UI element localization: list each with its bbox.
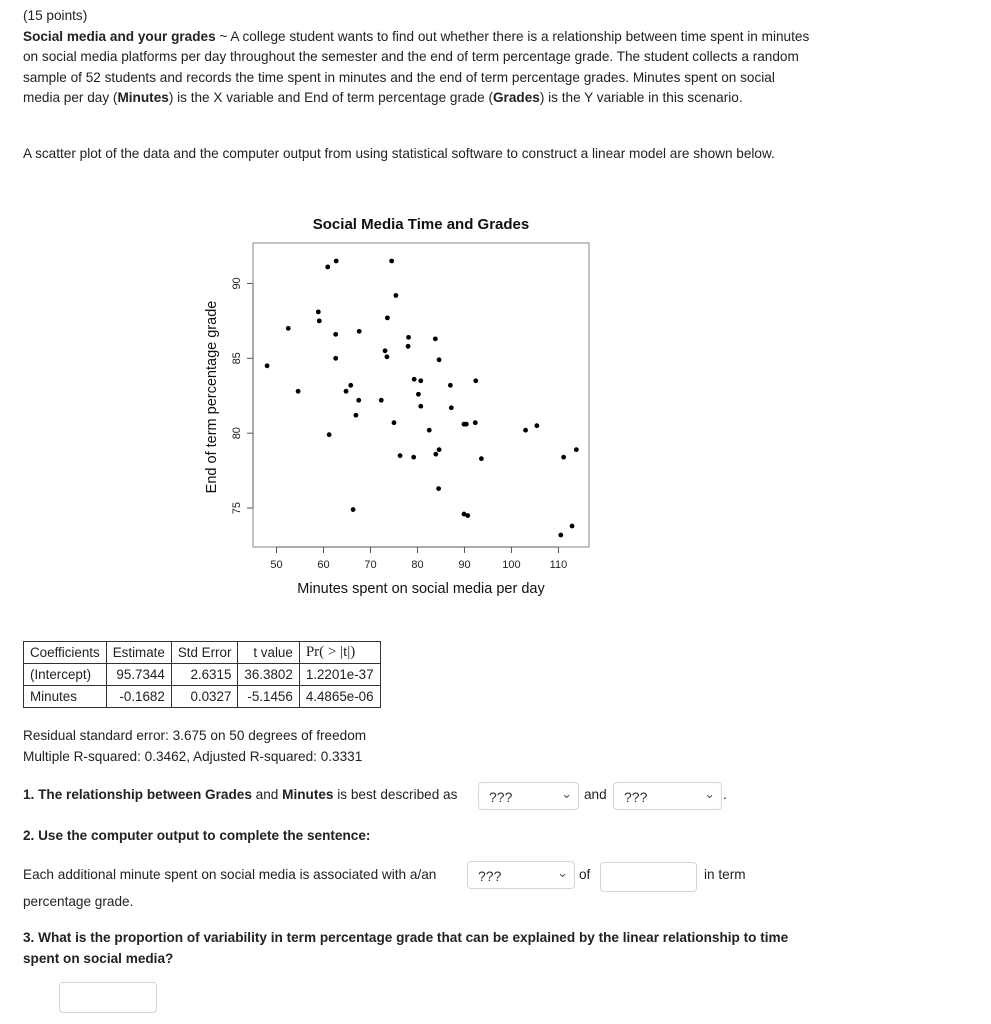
points-label: (15 points) [23, 8, 88, 23]
data-point [561, 455, 566, 460]
data-point [265, 363, 270, 368]
data-point [392, 420, 397, 425]
q1-period: . [723, 787, 727, 802]
y-tick-label: 80 [231, 427, 243, 440]
coefficients-table [23, 641, 381, 708]
data-point [389, 259, 394, 264]
data-point [437, 447, 442, 452]
data-point [344, 389, 349, 394]
plot-frame [253, 243, 589, 547]
title-separator: ~ [215, 28, 231, 44]
data-point [479, 456, 484, 461]
data-point [327, 432, 332, 437]
data-point [354, 413, 359, 418]
x-tick-label: 80 [411, 559, 424, 571]
problem-title: Social media and your grades [23, 28, 216, 44]
data-point [411, 455, 416, 460]
data-point [406, 335, 411, 340]
data-point [427, 428, 432, 433]
y-tick-label: 85 [231, 352, 243, 365]
x-tick-label: 100 [502, 559, 521, 571]
table-cell: 1.2201e-37 [299, 664, 380, 686]
intro-text-2: ) is the X variable and End of term percentage grade ( [168, 90, 493, 105]
data-point [406, 344, 411, 349]
table-cell: 0.0327 [171, 686, 238, 708]
data-point [393, 293, 398, 298]
data-point [317, 318, 322, 323]
change-direction-select[interactable] [467, 861, 575, 889]
table-cell: -5.1456 [238, 686, 299, 708]
y-tick-label: 90 [231, 277, 243, 290]
data-point [437, 357, 442, 362]
data-point [558, 533, 563, 538]
data-point [385, 315, 390, 320]
data-point [296, 389, 301, 394]
table-header: Std Error [171, 642, 238, 664]
residual-se: Residual standard error: 3.675 on 50 degrees of freedom [23, 728, 367, 743]
x-tick-label: 50 [270, 559, 283, 571]
y-tick-label: 75 [231, 501, 243, 515]
data-point [465, 513, 470, 518]
question-1 [23, 787, 457, 802]
x-tick-label: 70 [364, 559, 377, 571]
table-cell: 2.6315 [171, 664, 238, 686]
data-point [448, 383, 453, 388]
data-point [351, 507, 356, 512]
q2-of: of [579, 867, 591, 882]
model-summary [23, 726, 813, 767]
chart-title: Social Media Time and Grades [312, 216, 530, 233]
table-cell: -0.1682 [106, 686, 171, 708]
q2-sentence: Each additional minute spent on social media is associated with a/an [23, 867, 437, 882]
data-point [473, 378, 478, 383]
question-2: 2. Use the computer output to complete the sentence: [23, 828, 371, 843]
data-point [418, 404, 423, 409]
data-point [436, 486, 441, 491]
var-x: Minutes [117, 90, 169, 105]
relationship-strength-select[interactable] [613, 782, 722, 810]
question-3: 3. What is the proportion of variability in term percentage grade that can be explained by the linear relationship to time spent on social media? [23, 930, 789, 966]
data-point [333, 332, 338, 337]
scatter-note: A scatter plot of the data and the computer output from using statistical software to construct a linear model are shown below. [23, 146, 775, 161]
data-point [433, 336, 438, 341]
intro-text-3: ) is the Y variable in this scenario. [539, 90, 743, 105]
data-point [316, 309, 321, 314]
q1-and-text: and [251, 787, 283, 802]
relationship-direction-select[interactable] [478, 782, 579, 810]
data-point [473, 420, 478, 425]
data-point [523, 428, 528, 433]
data-point [574, 447, 579, 452]
r-squared-input[interactable] [59, 982, 157, 1013]
data-point [416, 392, 421, 397]
data-point [348, 383, 353, 388]
data-point [356, 398, 361, 403]
table-cell: 4.4865e-06 [299, 686, 380, 708]
table-cell: 95.7344 [106, 664, 171, 686]
table-cell: Minutes [24, 686, 107, 708]
x-tick-label: 90 [458, 559, 471, 571]
chevron-down-icon: ⌄ [704, 786, 715, 801]
data-point [383, 348, 388, 353]
select-value: ??? [489, 789, 513, 805]
chevron-down-icon: ⌄ [557, 865, 568, 880]
select-value: ??? [624, 789, 648, 805]
data-point [398, 453, 403, 458]
data-point [357, 329, 362, 334]
table-cell: (Intercept) [24, 664, 107, 686]
q1-number: 1. The relationship between [23, 787, 206, 802]
intro-text-1: A college student wants to find out whether there is a relationship between time spent in minutes on social media platforms per day throughout the semester and the end of term percentage grade. The student collects a random sample of 52 students and records the time spent in minutes and the end of term percentage grades. Minutes spent on social media per day ( [23, 28, 810, 105]
data-point [286, 326, 291, 331]
q1-and: and [584, 787, 607, 802]
x-axis-label: Minutes spent on social media per day [297, 581, 545, 597]
data-point [334, 259, 339, 264]
data-point [433, 452, 438, 457]
q1-grades: Grades [205, 787, 252, 802]
data-point [464, 422, 469, 427]
y-axis-label: End of term percentage grade [204, 300, 220, 494]
x-tick-label: 110 [549, 559, 568, 571]
data-point [325, 265, 330, 270]
table-cell: 36.3802 [238, 664, 299, 686]
q2-tail-1: in term [704, 867, 746, 882]
table-header: Pr( > |t|) [299, 642, 380, 664]
var-y: Grades [492, 90, 540, 105]
data-point [379, 398, 384, 403]
data-point [385, 354, 390, 359]
slope-amount-input[interactable] [600, 862, 697, 892]
table-header-row [24, 642, 381, 664]
select-value: ??? [478, 868, 502, 884]
table-header: t value [238, 642, 299, 664]
data-point [333, 356, 338, 361]
table-row [24, 686, 381, 708]
q2-tail-2: percentage grade. [23, 894, 134, 909]
table-header: Coefficients [24, 642, 107, 664]
chevron-down-icon: ⌄ [561, 786, 572, 801]
data-point [412, 377, 417, 382]
table-row [24, 664, 381, 686]
q1-text: is best described as [333, 787, 458, 802]
table-header: Estimate [106, 642, 171, 664]
q1-minutes: Minutes [282, 787, 334, 802]
data-point [418, 378, 423, 383]
x-tick-label: 60 [317, 559, 330, 571]
r-squared: Multiple R-squared: 0.3462, Adjusted R-squared: 0.3331 [23, 748, 363, 764]
data-point [534, 423, 539, 428]
data-point [570, 524, 575, 529]
data-point [449, 405, 454, 410]
